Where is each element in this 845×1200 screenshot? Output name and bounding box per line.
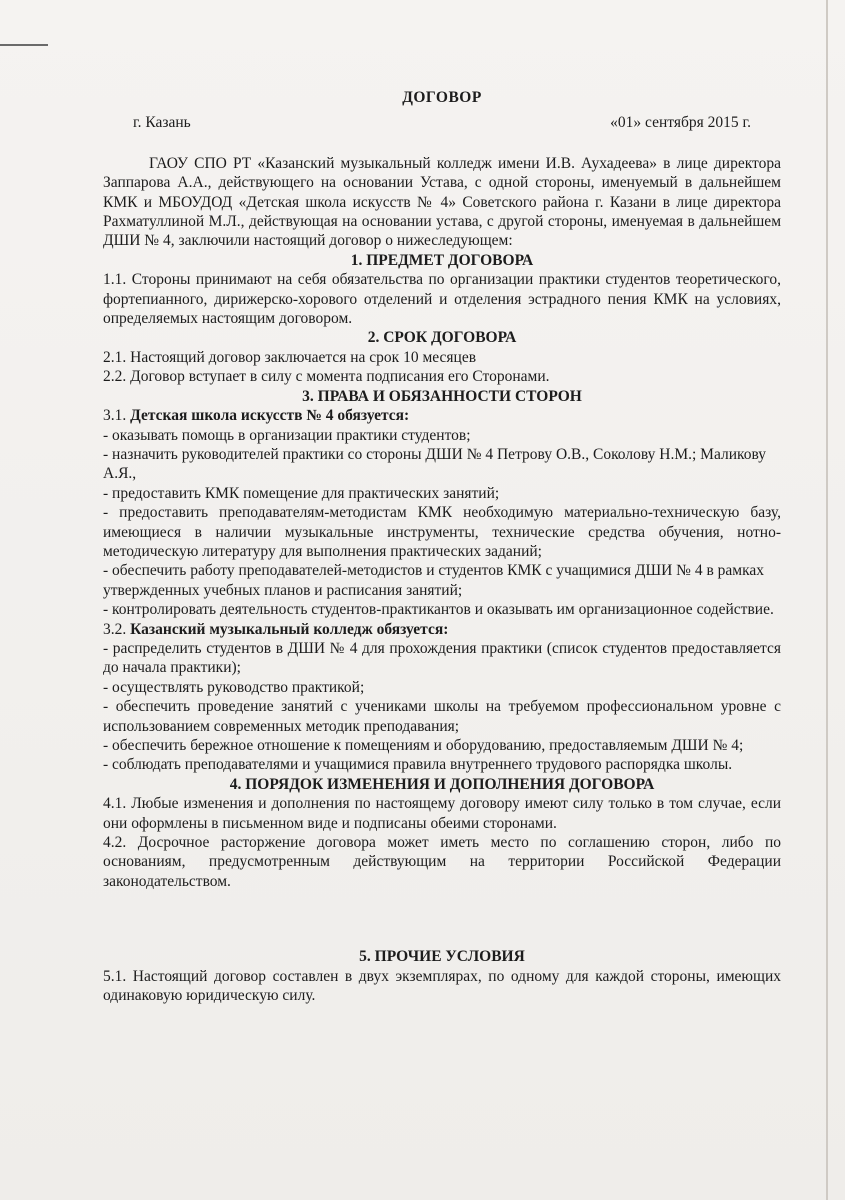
- section-4-heading: 4. ПОРЯДОК ИЗМЕНЕНИЯ И ДОПОЛНЕНИЯ ДОГОВОРА: [229, 775, 655, 793]
- list-item: - предоставить преподавателям-методистам КМК необходимую материально-техническую базу, имеющиеся в наличии музыкальные инструменты, технические средства обучения, нотно-методическую литературу для выполнения практических заданий;: [103, 504, 781, 560]
- list-item: - предоставить КМК помещение для практических занятий;: [103, 484, 500, 502]
- clause-4-1: 4.1. Любые изменения и дополнения по настоящему договору имеют силу только в том случае, если они оформлены в письменном виде и подписаны обеими сторонами.: [103, 795, 781, 832]
- list-item: - обеспечить бережное отношение к помещениям и оборудованию, предоставляемым ДШИ № 4;: [103, 737, 744, 754]
- section-3-heading: 3. ПРАВА И ОБЯЗАННОСТИ СТОРОН: [302, 387, 582, 405]
- list-item: - контролировать деятельность студентов-практикантов и оказывать им организационное содействие.: [103, 601, 774, 619]
- clause-3-1-number: 3.1.: [103, 407, 127, 425]
- clause-3-1-heading: [103, 406, 781, 425]
- clause-3-2-heading: [103, 620, 781, 639]
- clause-3-2-number: 3.2.: [103, 620, 127, 638]
- scan-edge-border: [826, 0, 828, 1200]
- clause-3-1-title: Детская школа искусств № 4 обязуется:: [130, 407, 410, 425]
- clause-5-1: 5.1. Настоящий договор составлен в двух экземплярах, по одному для каждой стороны, имеющих одинаковую юридическую силу.: [103, 967, 781, 1005]
- section-1-heading: 1. ПРЕДМЕТ ДОГОВОРА: [350, 251, 534, 269]
- city: г. Казань: [133, 114, 191, 132]
- clause-2-1: 2.1. Настоящий договор заключается на срок 10 месяцев: [103, 348, 477, 366]
- list-item: - оказывать помощь в организации практики студентов;: [103, 426, 471, 444]
- section-2-heading: 2. СРОК ДОГОВОРА: [367, 329, 517, 347]
- section-5-heading: 5. ПРОЧИЕ УСЛОВИЯ: [359, 948, 525, 966]
- contract-date: «01» сентября 2015 г.: [610, 114, 751, 132]
- spacer: [103, 891, 781, 947]
- list-item: - обеспечить проведение занятий с учениками школы на требуемом профессиональном уровне с использованием современных методик преподавания;: [103, 698, 781, 735]
- place-date-row: [103, 113, 781, 132]
- list-item: - назначить руководителей практики со стороны ДШИ № 4 Петрову О.В., Соколову Н.М.; Маликову А.Я.,: [103, 445, 767, 483]
- contract-document: [103, 88, 781, 1005]
- scan-edge-mark: [0, 44, 48, 46]
- clause-1-1: 1.1. Стороны принимают на себя обязательства по организации практики студентов теоретического, фортепианного, дирижерско-хорового отделений и отделения эстрадного пения КМК на условиях, определяемых настоящим договором.: [103, 271, 781, 328]
- list-item: - соблюдать преподавателями и учащимися правила внутреннего трудового распорядка школы.: [103, 756, 733, 774]
- clause-2-2: 2.2. Договор вступает в силу с момента подписания его Сторонами.: [103, 368, 550, 386]
- document-title: ДОГОВОР: [402, 89, 482, 106]
- clause-3-2-title: Казанский музыкальный колледж обязуется:: [130, 620, 449, 638]
- list-item: - обеспечить работу преподавателей-методистов и студентов КМК с учащимися ДШИ № 4 в рамках утвержденных учебных планов и расписания занятий;: [103, 562, 765, 599]
- clause-4-2: 4.2. Досрочное расторжение договора может иметь место по соглашению сторон, либо по основаниям, предусмотренным действующим на территории Российской Федерации законодательством.: [103, 834, 781, 890]
- intro-paragraph: ГАОУ СПО РТ «Казанский музыкальный колледж имени И.В. Аухадеева» в лице директора Заппарова А.А., действующего на основании Устава, с одной стороны, именуемый в дальнейшем КМК и МБОУДОД «Детская школа искусств № 4» Советского района г. Казани в лице директора Рахматуллиной М.Л., действующая на основании устава, с другой стороны, именуемая в дальнейшем ДШИ № 4, заключили настоящий договор о нижеследующем:: [103, 154, 781, 250]
- list-item: - распределить студентов в ДШИ № 4 для прохождения практики (список студентов предоставляется до начала практики);: [103, 639, 781, 677]
- list-item: - осуществлять руководство практикой;: [103, 678, 365, 696]
